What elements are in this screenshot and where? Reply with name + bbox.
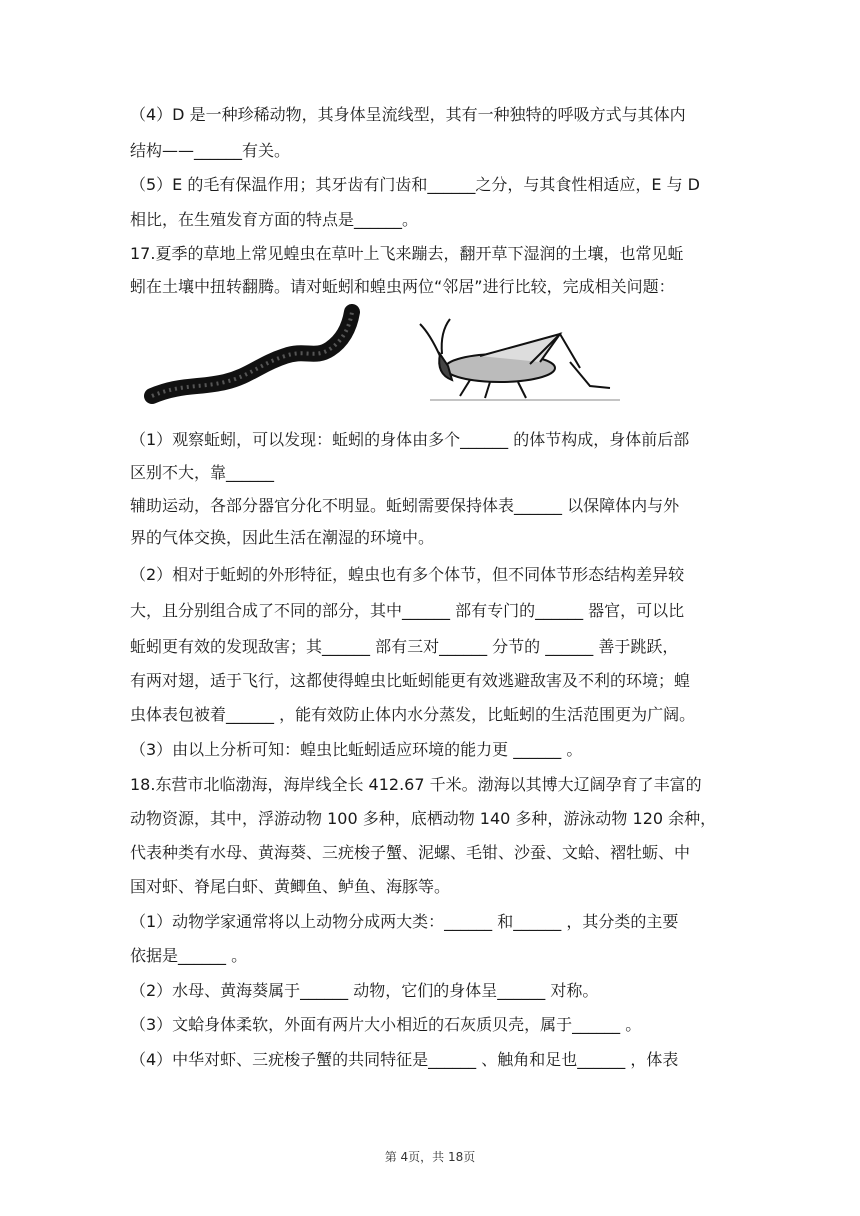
text-line: 蚯蚓更有效的发现敌害；其______ 部有三对______ 分节的 ______ 善于跳跃， [130,637,679,656]
text-line: 相比，在生殖发育方面的特点是______。 [130,210,419,229]
text-line: 辅助运动，各部分器官分化不明显。蚯蚓需要保持体表______ 以保障体内与外 [130,496,680,515]
text-line: （1）观察蚯蚓，可以发现：蚯蚓的身体由多个______ 的体节构成，身体前后部 [130,430,690,449]
text-line: 界的气体交换，因此生活在潮湿的环境中。 [130,528,435,547]
text-line: 18.东营市北临渤海，海岸线全长 412.67 千米。渤海以其博大辽阔孕育了丰富的 [130,775,702,794]
text-line: 大，且分别组合成了不同的部分，其中______ 部有专门的______ 器官，可以比 [130,601,685,620]
text-line: 依据是______ 。 [130,946,248,965]
text-line: （4）D 是一种珍稀动物，其身体呈流线型，其有一种独特的呼吸方式与其体内 [130,105,686,124]
text-line: 蚓在土壤中扭转翻腾。请对蚯蚓和蝗虫两位“邻居”进行比较，完成相关问题： [130,277,675,296]
text-line: （3）由以上分析可知：蝗虫比蚯蚓适应环境的能力更 ______ 。 [130,740,583,759]
text-line: （2）水母、黄海葵属于______ 动物，它们的身体呈______ 对称。 [130,981,599,1000]
text-line: （1）动物学家通常将以上动物分成两大类：______ 和______ ，其分类的主要 [130,912,679,931]
text-line: 区别不大，靠______ [130,463,275,482]
text-line: 有两对翅，适于飞行，这都使得蝗虫比蚯蚓能更有效逃避敌害及不利的环境；蝗 [130,671,691,690]
text-line: 国对虾、脊尾白虾、黄鲫鱼、鲈鱼、海豚等。 [130,877,451,896]
text-line: 17.夏季的草地上常见蝗虫在草叶上飞来蹦去，翻开草下湿润的土壤，也常见蚯 [130,244,684,263]
text-line: 代表种类有水母、黄海葵、三疣梭子蟹、泥螺、毛钳、沙蚕、文蛤、褶牡蛎、中 [130,843,691,862]
text-line: 动物资源，其中，浮游动物 100 多种，底栖动物 140 多种，游泳动物 120 余种， [130,809,717,828]
text-line: 结构——______有关。 [130,141,291,160]
text-line: （3）文蛤身体柔软，外面有两片大小相近的石灰质贝壳，属于______ 。 [130,1015,642,1034]
text-line: 虫体表包被着______ ，能有效防止体内水分蒸发，比蚯蚓的生活范围更为广阔。 [130,705,696,724]
grasshopper-illustration [420,319,620,400]
page-number-footer: 第 4页，共 18页 [384,1150,476,1164]
earthworm-illustration [152,312,352,396]
text-line: （2）相对于蚯蚓的外形特征，蝗虫也有多个体节，但不同体节形态结构差异较 [130,565,685,584]
text-line: （4）中华对虾、三疣梭子蟹的共同特征是______ 、触角和足也______ ，体表 [130,1050,679,1069]
earthworm-grasshopper-figure [140,304,630,414]
text-line: （5）E 的毛有保温作用；其牙齿有门齿和______之分，与其食性相适应，E 与 D [130,175,700,194]
